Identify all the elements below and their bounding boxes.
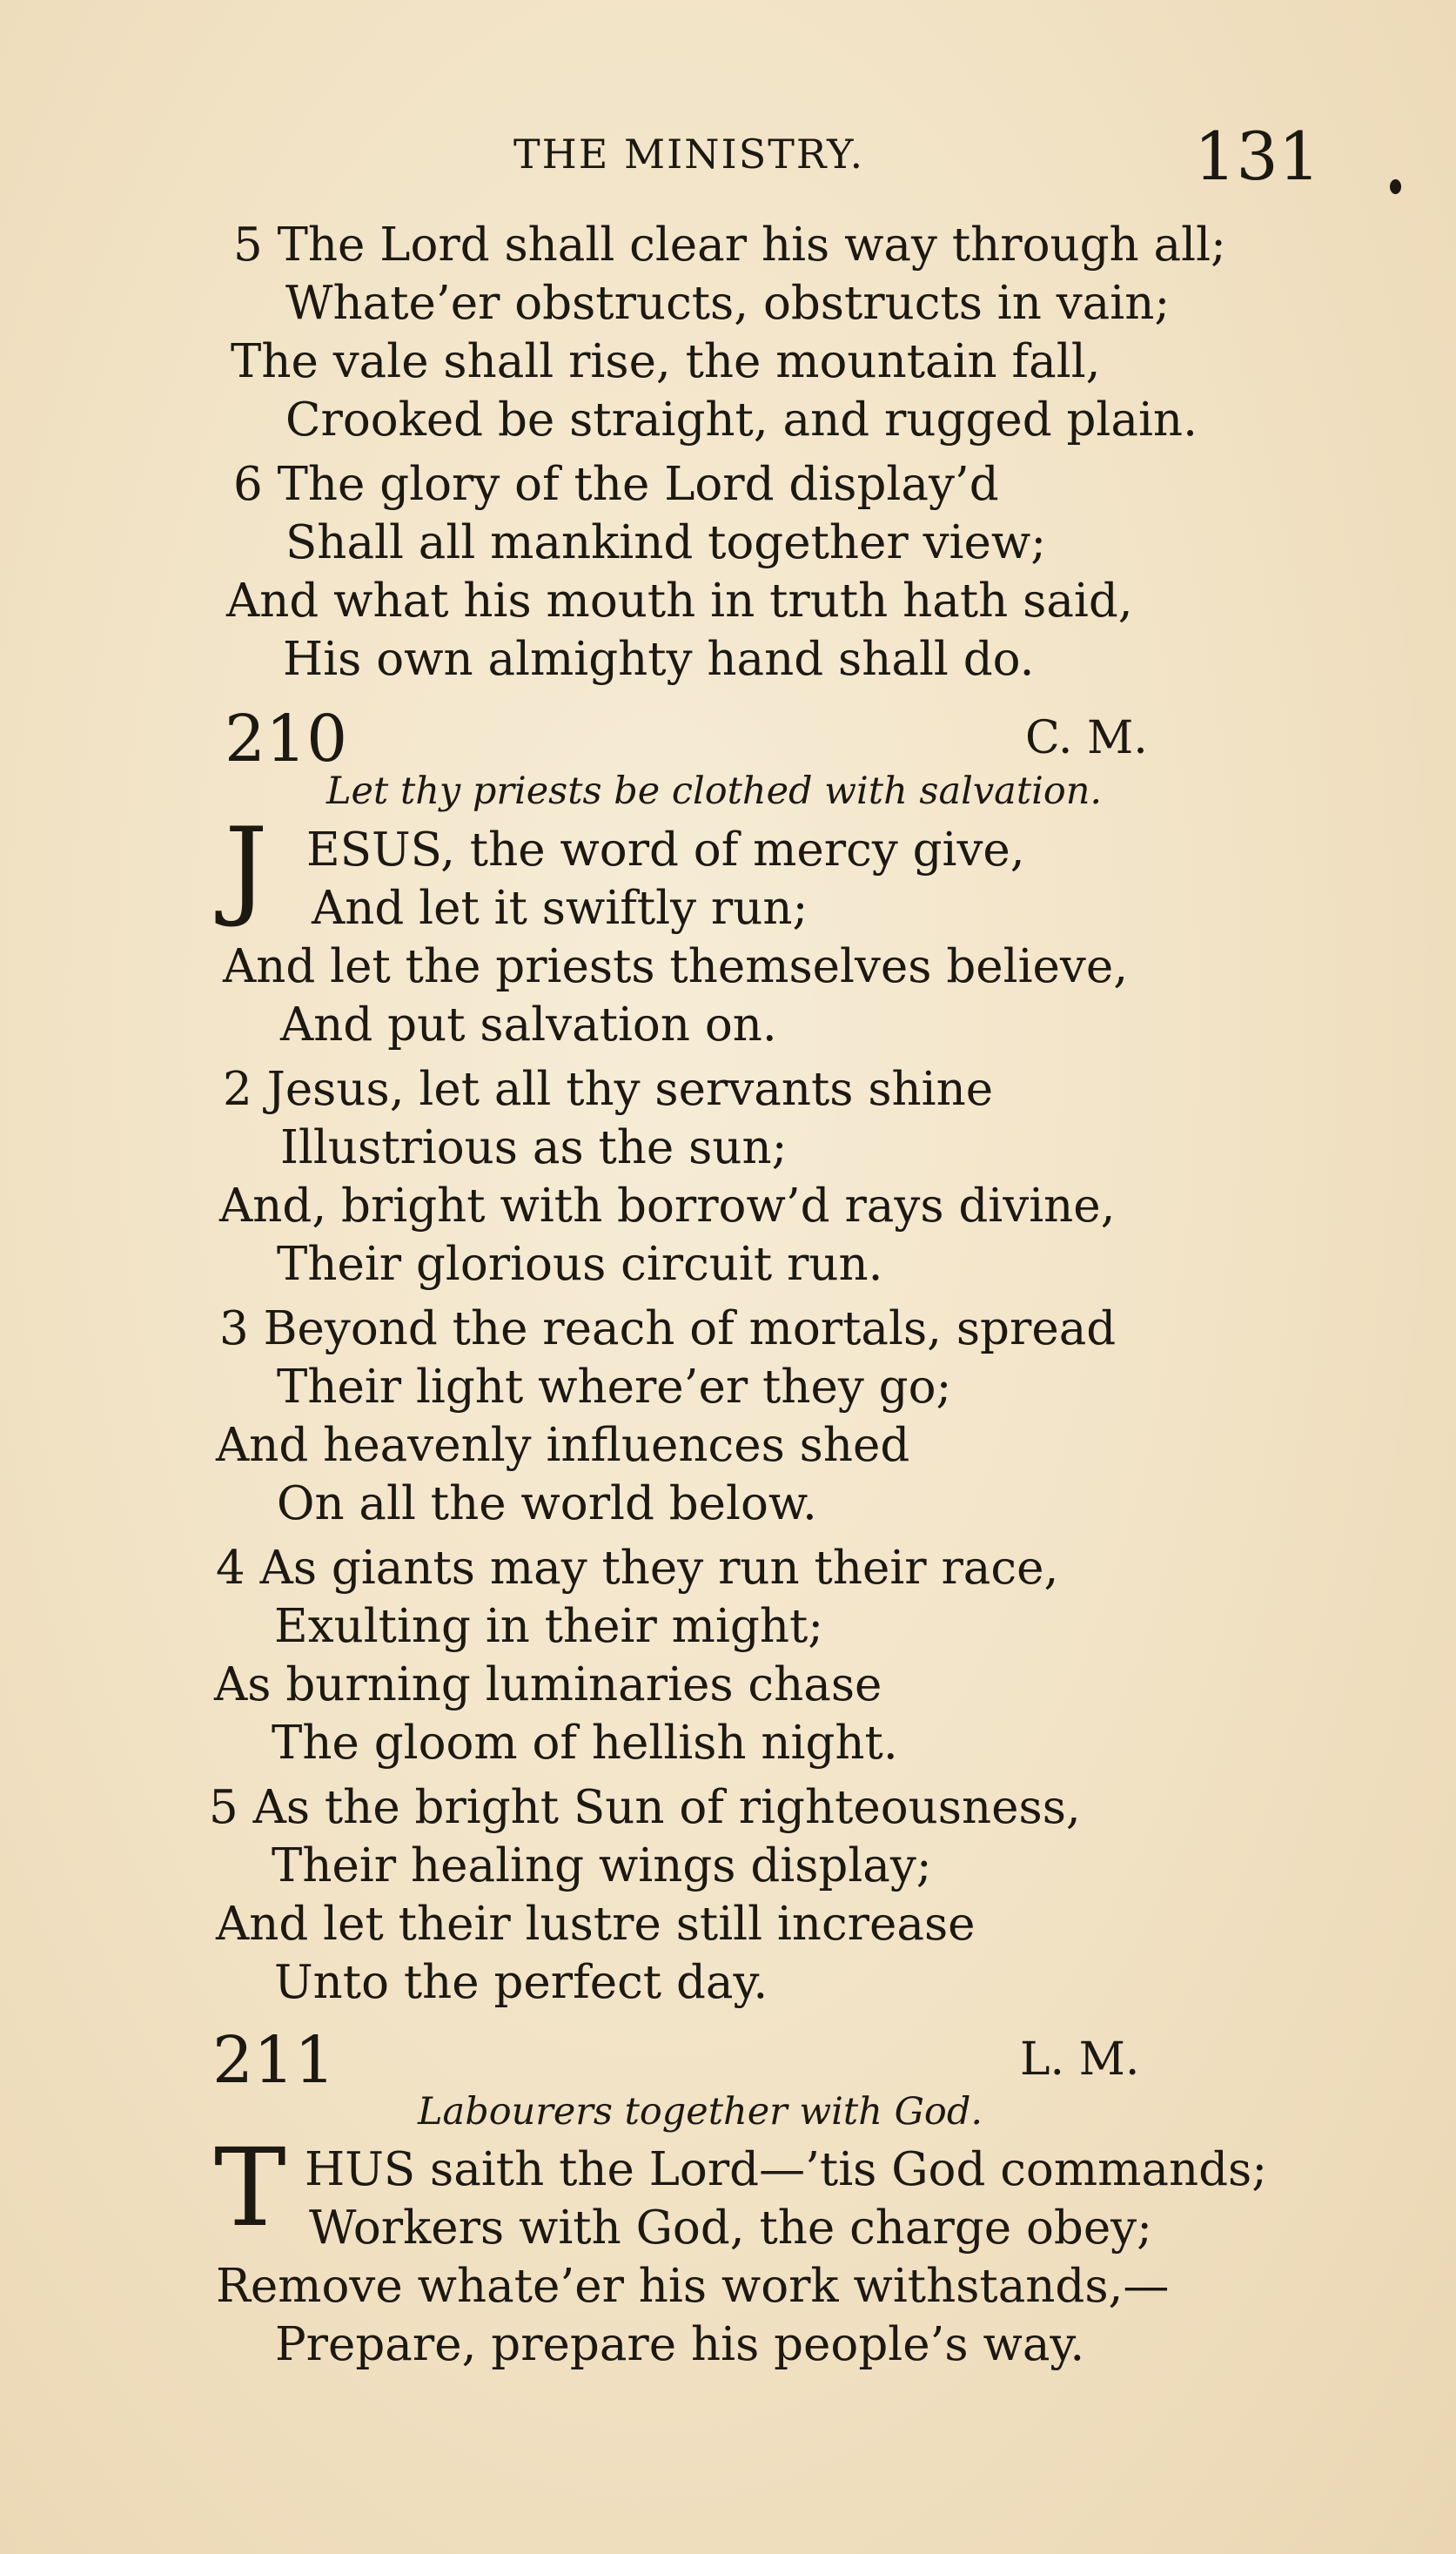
verse-line: 3 Beyond the reach of mortals, spread	[219, 1302, 1117, 1355]
page-number: 131	[1194, 118, 1321, 195]
drop-cap: T	[214, 2126, 286, 2251]
verse-line: 5 As the bright Sun of righteousness,	[209, 1781, 1081, 1834]
hymn-number: 210	[225, 702, 348, 776]
hymn-subtitle: Labourers together with God.	[418, 2090, 983, 2134]
verse-line: ESUS, the word of mercy give,	[306, 823, 1025, 877]
verse-line: And what his mouth in truth hath said,	[226, 575, 1133, 628]
hymn-meter: C. M.	[1025, 712, 1148, 764]
verse-line: Their healing wings display;	[272, 1839, 932, 1892]
verse-line: His own almighty hand shall do.	[283, 633, 1035, 686]
verse-line: Crooked be straight, and rugged plain.	[285, 393, 1198, 447]
verse-line: On all the world below.	[277, 1477, 817, 1530]
running-header-title: THE MINISTRY.	[513, 131, 865, 178]
verse-line: 5 The Lord shall clear his way through all;	[233, 218, 1226, 272]
ink-speck	[1390, 179, 1401, 194]
verse-line: 2 Jesus, let all thy servants shine	[223, 1063, 994, 1116]
hymn-subtitle: Let thy priests be clothed with salvation.	[326, 770, 1103, 813]
verse-line: As burning luminaries chase	[214, 1658, 882, 1711]
verse-line: Whate’er obstructs, obstructs in vain;	[285, 277, 1171, 330]
verse-line: Workers with God, the charge obey;	[309, 2201, 1152, 2255]
verse-line: Their glorious circuit run.	[277, 1238, 883, 1291]
verse-line: Shall all mankind together view;	[285, 516, 1047, 569]
verse-line: And put salvation on.	[280, 998, 777, 1052]
hymn-meter: L. M.	[1020, 2033, 1140, 2086]
verse-line: Remove whate’er his work withstands,—	[216, 2260, 1170, 2313]
drop-cap: J	[225, 805, 268, 931]
verse-line: And let it swiftly run;	[312, 882, 809, 935]
verse-line: The vale shall rise, the mountain fall,	[231, 335, 1101, 388]
verse-line: And heavenly influences shed	[216, 1419, 910, 1472]
hymn-number: 211	[212, 2023, 336, 2098]
verse-line: And, bright with borrow’d rays divine,	[219, 1180, 1116, 1233]
verse-line: Exulting in their might;	[274, 1600, 824, 1653]
verse-line: And let their lustre still increase	[216, 1898, 976, 1951]
verse-line: The gloom of hellish night.	[272, 1717, 898, 1770]
verse-line: HUS saith the Lord—’tis God commands;	[305, 2143, 1268, 2196]
verse-line: Prepare, prepare his people’s way.	[275, 2318, 1085, 2371]
verse-line: And let the priests themselves believe,	[223, 940, 1129, 993]
verse-line: Illustrious as the sun;	[280, 1121, 788, 1174]
verse-line: Their light where’er they go;	[277, 1361, 952, 1414]
verse-line: 6 The glory of the Lord display’d	[233, 458, 999, 511]
verse-line: 4 As giants may they run their race,	[216, 1542, 1059, 1595]
verse-line: Unto the perfect day.	[274, 1956, 768, 2009]
